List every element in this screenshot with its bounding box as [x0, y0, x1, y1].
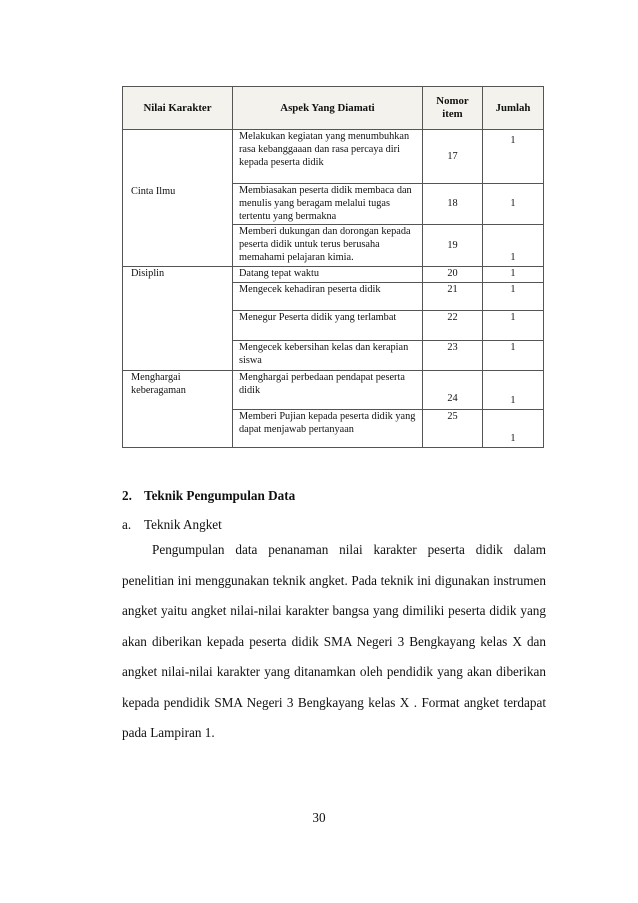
header-nomor-item: Nomor item — [423, 87, 483, 130]
subsection-title: Teknik Angket — [144, 517, 222, 532]
cell-aspek: Mengecek kebersihan kelas dan kerapian siswa — [233, 341, 423, 371]
cell-jumlah: 1 — [483, 184, 544, 225]
cell-aspek: Membiasakan peserta didik membaca dan menulis yang beragam melalui tugas tertentu yang bermakna — [233, 184, 423, 225]
table-row — [123, 311, 544, 341]
table-row — [123, 410, 544, 448]
cell-aspek: Menegur Peserta didik yang terlambat — [233, 311, 423, 341]
paragraph-line: Pengumpulan data penanaman nilai karakter peserta didik dalam — [152, 542, 546, 557]
cell-aspek: Menghargai perbedaan pendapat peserta didik — [233, 371, 423, 410]
paragraph-line: angket yaitu angket nilai-nilai karakter bangsa yang dimiliki peserta didik yang — [122, 603, 546, 618]
cell-karakter — [123, 283, 233, 311]
cell-aspek: Melakukan kegiatan yang menumbuhkan rasa kebanggaaan dan rasa percaya diri kepada peserta didik — [233, 130, 423, 184]
body-paragraph — [122, 535, 546, 749]
cell-jumlah: 1 — [483, 130, 544, 184]
section-title: Teknik Pengumpulan Data — [144, 488, 296, 503]
cell-karakter — [123, 341, 233, 371]
cell-aspek: Datang tepat waktu — [233, 267, 423, 283]
cell-nomor: 19 — [423, 225, 483, 267]
cell-karakter: Menghargai keberagaman — [123, 371, 233, 410]
cell-aspek: Memberi Pujian kepada peserta didik yang dapat menjawab pertanyaan — [233, 410, 423, 448]
table-row — [123, 225, 544, 267]
table-row — [123, 184, 544, 225]
cell-jumlah: 1 — [483, 410, 544, 448]
paragraph-line: pada Lampiran 1. — [122, 725, 215, 740]
subsection-heading — [122, 517, 222, 533]
cell-jumlah: 1 — [483, 371, 544, 410]
cell-nomor: 24 — [423, 371, 483, 410]
header-jumlah: Jumlah — [483, 87, 544, 130]
paragraph-line: penelitian ini menggunakan teknik angket. Pada teknik ini digunakan instrumen — [122, 572, 546, 588]
cell-karakter: Disiplin — [123, 267, 233, 283]
cell-nomor: 17 — [423, 130, 483, 184]
cell-nomor: 20 — [423, 267, 483, 283]
cell-jumlah: 1 — [483, 225, 544, 267]
table-row — [123, 341, 544, 371]
section-number: 2. — [122, 488, 132, 503]
paragraph-line: angket nilai-nilai karakter yang ditanamkan oleh pendidik yang akan diberikan — [122, 664, 546, 679]
nilai-karakter-table — [122, 86, 544, 448]
cell-karakter — [123, 130, 233, 184]
cell-jumlah: 1 — [483, 341, 544, 371]
table-row — [123, 371, 544, 410]
page-number: 30 — [312, 810, 326, 825]
cell-aspek: Memberi dukungan dan dorongan kepada peserta didik untuk terus berusaha memahami pelajaran kimia. — [233, 225, 423, 267]
cell-jumlah: 1 — [483, 283, 544, 311]
cell-aspek: Mengecek kehadiran peserta didik — [233, 283, 423, 311]
cell-nomor: 22 — [423, 311, 483, 341]
cell-karakter — [123, 311, 233, 341]
header-aspek: Aspek Yang Diamati — [233, 87, 423, 130]
table-row — [123, 130, 544, 184]
paragraph-line: akan diberikan kepada peserta didik SMA Negeri 3 Bengkayang kelas X dan — [122, 633, 546, 649]
table-header-row — [123, 87, 544, 130]
cell-nomor: 21 — [423, 283, 483, 311]
table-row — [123, 283, 544, 311]
cell-karakter: Cinta Ilmu — [123, 184, 233, 225]
header-nilai-karakter: Nilai Karakter — [123, 87, 233, 130]
cell-karakter — [123, 410, 233, 448]
table-row — [123, 267, 544, 283]
cell-nomor: 18 — [423, 184, 483, 225]
cell-jumlah: 1 — [483, 311, 544, 341]
cell-jumlah: 1 — [483, 267, 544, 283]
cell-nomor: 23 — [423, 341, 483, 371]
section-heading — [122, 488, 295, 504]
subsection-letter: a. — [122, 517, 132, 532]
paragraph-line: kepada pendidik SMA Negeri 3 Bengkayang kelas X . Format angket terdapat — [122, 694, 546, 710]
cell-karakter — [123, 225, 233, 267]
cell-nomor: 25 — [423, 410, 483, 448]
